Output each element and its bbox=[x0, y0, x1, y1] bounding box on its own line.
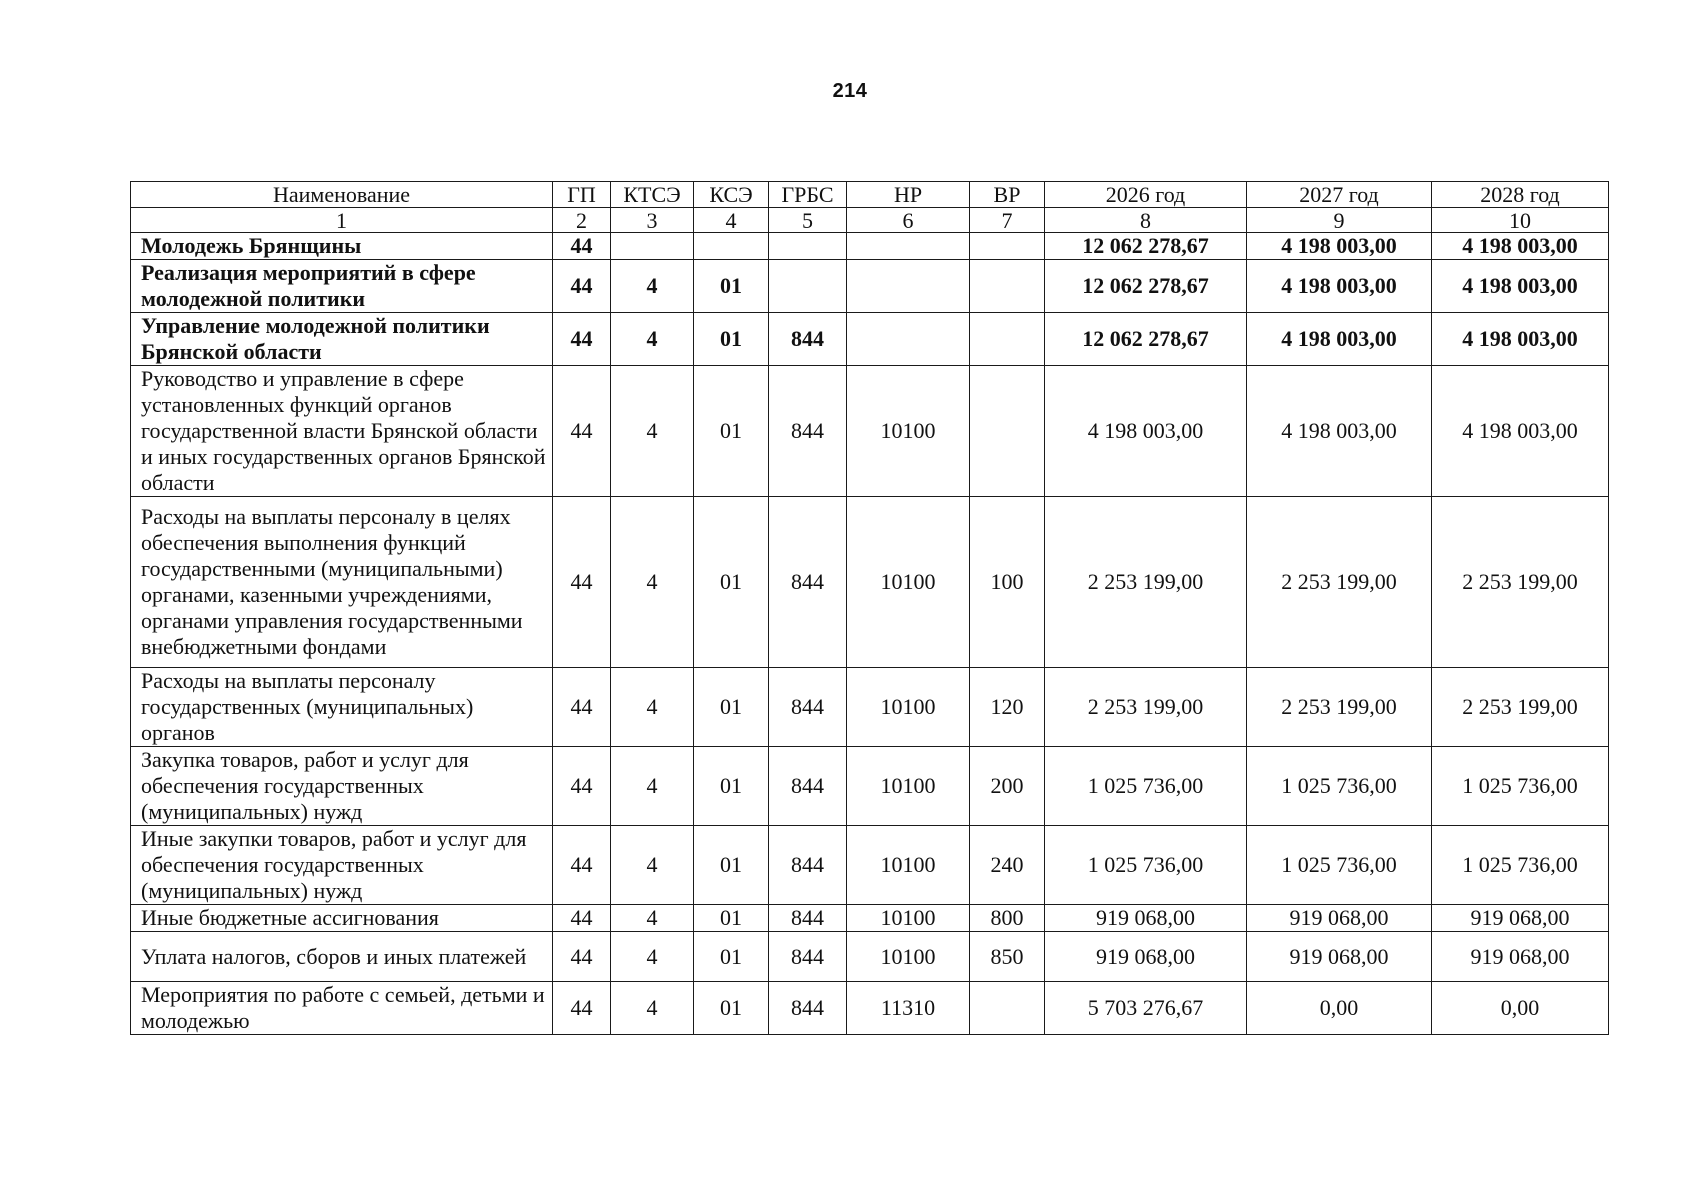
ktse-cell: 4 bbox=[611, 366, 694, 497]
amount-2027-cell: 4 198 003,00 bbox=[1247, 233, 1432, 260]
table-row bbox=[131, 366, 1609, 497]
column-header: КТСЭ bbox=[611, 182, 694, 208]
grbs-cell bbox=[769, 233, 847, 260]
column-header: ГРБС bbox=[769, 182, 847, 208]
table-row bbox=[131, 497, 1609, 668]
kse-cell bbox=[694, 233, 769, 260]
amount-2027-cell: 4 198 003,00 bbox=[1247, 260, 1432, 313]
nr-cell: 10100 bbox=[847, 668, 970, 747]
column-number-row bbox=[131, 208, 1609, 233]
amount-2028-cell: 919 068,00 bbox=[1432, 905, 1609, 932]
column-header: КСЭ bbox=[694, 182, 769, 208]
gp-cell: 44 bbox=[553, 313, 611, 366]
vr-cell bbox=[970, 233, 1045, 260]
vr-cell bbox=[970, 982, 1045, 1035]
grbs-cell: 844 bbox=[769, 905, 847, 932]
amount-2026-cell: 2 253 199,00 bbox=[1045, 668, 1247, 747]
grbs-cell: 844 bbox=[769, 826, 847, 905]
amount-2027-cell: 2 253 199,00 bbox=[1247, 668, 1432, 747]
kse-cell: 01 bbox=[694, 313, 769, 366]
header-row bbox=[131, 182, 1609, 208]
column-number: 9 bbox=[1247, 208, 1432, 233]
vr-cell bbox=[970, 366, 1045, 497]
column-number: 10 bbox=[1432, 208, 1609, 233]
row-name-cell: Мероприятия по работе с семьей, детьми и молодежью bbox=[131, 982, 553, 1035]
amount-2026-cell: 919 068,00 bbox=[1045, 932, 1247, 982]
column-header: ВР bbox=[970, 182, 1045, 208]
gp-cell: 44 bbox=[553, 497, 611, 668]
amount-2027-cell: 4 198 003,00 bbox=[1247, 313, 1432, 366]
ktse-cell: 4 bbox=[611, 313, 694, 366]
row-name-cell: Молодежь Брянщины bbox=[131, 233, 553, 260]
amount-2026-cell: 5 703 276,67 bbox=[1045, 982, 1247, 1035]
kse-cell: 01 bbox=[694, 260, 769, 313]
amount-2028-cell: 4 198 003,00 bbox=[1432, 233, 1609, 260]
ktse-cell: 4 bbox=[611, 932, 694, 982]
kse-cell: 01 bbox=[694, 932, 769, 982]
amount-2026-cell: 2 253 199,00 bbox=[1045, 497, 1247, 668]
amount-2026-cell: 4 198 003,00 bbox=[1045, 366, 1247, 497]
gp-cell: 44 bbox=[553, 747, 611, 826]
kse-cell: 01 bbox=[694, 668, 769, 747]
vr-cell bbox=[970, 260, 1045, 313]
gp-cell: 44 bbox=[553, 982, 611, 1035]
amount-2028-cell: 4 198 003,00 bbox=[1432, 313, 1609, 366]
grbs-cell bbox=[769, 260, 847, 313]
kse-cell: 01 bbox=[694, 826, 769, 905]
gp-cell: 44 bbox=[553, 826, 611, 905]
nr-cell: 11310 bbox=[847, 982, 970, 1035]
nr-cell bbox=[847, 313, 970, 366]
column-number: 6 bbox=[847, 208, 970, 233]
table-row bbox=[131, 233, 1609, 260]
gp-cell: 44 bbox=[553, 668, 611, 747]
amount-2028-cell: 4 198 003,00 bbox=[1432, 366, 1609, 497]
amount-2026-cell: 1 025 736,00 bbox=[1045, 826, 1247, 905]
column-number: 3 bbox=[611, 208, 694, 233]
column-header: НР bbox=[847, 182, 970, 208]
amount-2026-cell: 919 068,00 bbox=[1045, 905, 1247, 932]
nr-cell: 10100 bbox=[847, 905, 970, 932]
row-name-cell: Расходы на выплаты персоналу в целях обеспечения выполнения функций государственными (муниципальными) органами, казенными учреждениями, органами управления государственными внебюджетными фондами bbox=[131, 497, 553, 668]
ktse-cell: 4 bbox=[611, 905, 694, 932]
ktse-cell: 4 bbox=[611, 982, 694, 1035]
nr-cell: 10100 bbox=[847, 826, 970, 905]
gp-cell: 44 bbox=[553, 932, 611, 982]
nr-cell bbox=[847, 233, 970, 260]
row-name-cell: Расходы на выплаты персоналу государственных (муниципальных) органов bbox=[131, 668, 553, 747]
ktse-cell: 4 bbox=[611, 668, 694, 747]
kse-cell: 01 bbox=[694, 747, 769, 826]
nr-cell: 10100 bbox=[847, 366, 970, 497]
column-number: 4 bbox=[694, 208, 769, 233]
row-name-cell: Закупка товаров, работ и услуг для обеспечения государственных (муниципальных) нужд bbox=[131, 747, 553, 826]
grbs-cell: 844 bbox=[769, 982, 847, 1035]
budget-table bbox=[130, 181, 1609, 1035]
amount-2027-cell: 919 068,00 bbox=[1247, 905, 1432, 932]
table-row bbox=[131, 260, 1609, 313]
column-header: ГП bbox=[553, 182, 611, 208]
amount-2027-cell: 4 198 003,00 bbox=[1247, 366, 1432, 497]
amount-2027-cell: 0,00 bbox=[1247, 982, 1432, 1035]
vr-cell bbox=[970, 313, 1045, 366]
table-row bbox=[131, 905, 1609, 932]
ktse-cell: 4 bbox=[611, 826, 694, 905]
grbs-cell: 844 bbox=[769, 932, 847, 982]
grbs-cell: 844 bbox=[769, 366, 847, 497]
amount-2028-cell: 1 025 736,00 bbox=[1432, 826, 1609, 905]
gp-cell: 44 bbox=[553, 366, 611, 497]
grbs-cell: 844 bbox=[769, 313, 847, 366]
row-name-cell: Управление молодежной политики Брянской области bbox=[131, 313, 553, 366]
kse-cell: 01 bbox=[694, 497, 769, 668]
row-name-cell: Руководство и управление в сфере установленных функций органов государственной власти Брянской области и иных государственных органов Брянской области bbox=[131, 366, 553, 497]
row-name-cell: Реализация мероприятий в сфере молодежной политики bbox=[131, 260, 553, 313]
grbs-cell: 844 bbox=[769, 747, 847, 826]
amount-2026-cell: 1 025 736,00 bbox=[1045, 747, 1247, 826]
amount-2026-cell: 12 062 278,67 bbox=[1045, 260, 1247, 313]
table-body bbox=[131, 208, 1609, 1035]
grbs-cell: 844 bbox=[769, 497, 847, 668]
column-number: 5 bbox=[769, 208, 847, 233]
gp-cell: 44 bbox=[553, 905, 611, 932]
column-header: 2026 год bbox=[1045, 182, 1247, 208]
page-number: 214 bbox=[832, 80, 868, 102]
vr-cell: 850 bbox=[970, 932, 1045, 982]
kse-cell: 01 bbox=[694, 366, 769, 497]
amount-2028-cell: 2 253 199,00 bbox=[1432, 668, 1609, 747]
column-number: 2 bbox=[553, 208, 611, 233]
nr-cell: 10100 bbox=[847, 747, 970, 826]
vr-cell: 800 bbox=[970, 905, 1045, 932]
vr-cell: 200 bbox=[970, 747, 1045, 826]
grbs-cell: 844 bbox=[769, 668, 847, 747]
amount-2028-cell: 2 253 199,00 bbox=[1432, 497, 1609, 668]
table-row bbox=[131, 826, 1609, 905]
table-row bbox=[131, 668, 1609, 747]
gp-cell: 44 bbox=[553, 260, 611, 313]
vr-cell: 240 bbox=[970, 826, 1045, 905]
gp-cell: 44 bbox=[553, 233, 611, 260]
ktse-cell bbox=[611, 233, 694, 260]
amount-2027-cell: 2 253 199,00 bbox=[1247, 497, 1432, 668]
column-number: 1 bbox=[131, 208, 553, 233]
column-header: 2028 год bbox=[1432, 182, 1609, 208]
amount-2026-cell: 12 062 278,67 bbox=[1045, 313, 1247, 366]
table-row bbox=[131, 982, 1609, 1035]
kse-cell: 01 bbox=[694, 982, 769, 1035]
kse-cell: 01 bbox=[694, 905, 769, 932]
column-header: Наименование bbox=[131, 182, 553, 208]
amount-2027-cell: 1 025 736,00 bbox=[1247, 747, 1432, 826]
table-row bbox=[131, 932, 1609, 982]
table-row bbox=[131, 747, 1609, 826]
amount-2028-cell: 4 198 003,00 bbox=[1432, 260, 1609, 313]
column-number: 8 bbox=[1045, 208, 1247, 233]
ktse-cell: 4 bbox=[611, 497, 694, 668]
row-name-cell: Уплата налогов, сборов и иных платежей bbox=[131, 932, 553, 982]
amount-2028-cell: 1 025 736,00 bbox=[1432, 747, 1609, 826]
column-header: 2027 год bbox=[1247, 182, 1432, 208]
ktse-cell: 4 bbox=[611, 260, 694, 313]
table-row bbox=[131, 313, 1609, 366]
vr-cell: 100 bbox=[970, 497, 1045, 668]
nr-cell bbox=[847, 260, 970, 313]
ktse-cell: 4 bbox=[611, 747, 694, 826]
nr-cell: 10100 bbox=[847, 932, 970, 982]
amount-2028-cell: 919 068,00 bbox=[1432, 932, 1609, 982]
table-header bbox=[131, 182, 1609, 208]
column-number: 7 bbox=[970, 208, 1045, 233]
amount-2026-cell: 12 062 278,67 bbox=[1045, 233, 1247, 260]
amount-2027-cell: 1 025 736,00 bbox=[1247, 826, 1432, 905]
amount-2028-cell: 0,00 bbox=[1432, 982, 1609, 1035]
vr-cell: 120 bbox=[970, 668, 1045, 747]
amount-2027-cell: 919 068,00 bbox=[1247, 932, 1432, 982]
row-name-cell: Иные закупки товаров, работ и услуг для обеспечения государственных (муниципальных) нужд bbox=[131, 826, 553, 905]
row-name-cell: Иные бюджетные ассигнования bbox=[131, 905, 553, 932]
nr-cell: 10100 bbox=[847, 497, 970, 668]
